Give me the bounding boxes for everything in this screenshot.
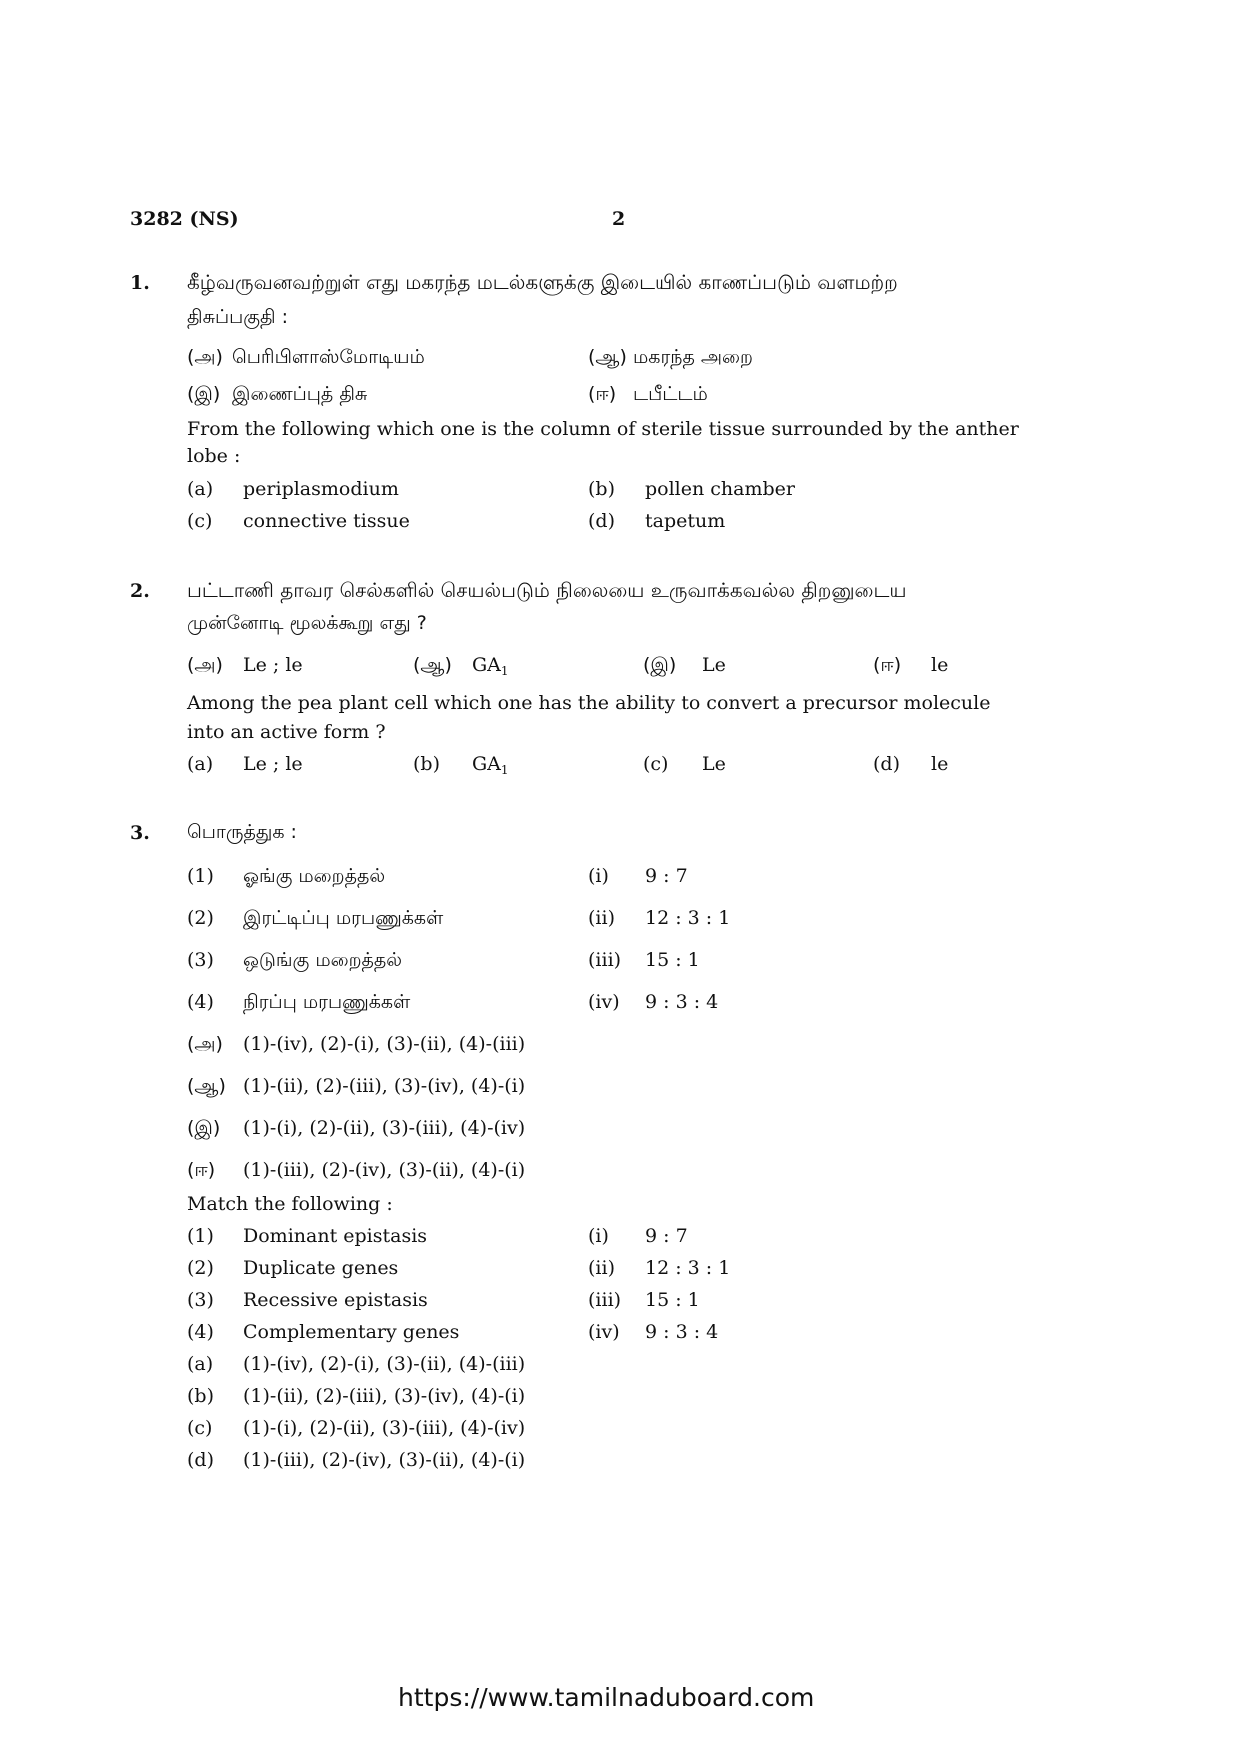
option-text: $GA_1$ [472, 753, 509, 777]
option-label: (அ) [187, 654, 223, 676]
option-text: pollen chamber [645, 478, 795, 500]
pair-number: (1) [187, 1225, 214, 1247]
option-text: (1)-(iv), (2)-(i), (3)-(ii), (4)-(iii) [243, 1033, 526, 1055]
pair-number: (3) [187, 1289, 214, 1311]
option-label: (c) [187, 1417, 213, 1439]
option-text: டபீட்டம் [633, 383, 708, 405]
pair-roman: (i) [588, 865, 609, 887]
pair-item: ஓங்கு மறைத்தல் [243, 865, 386, 887]
option-text: Le ; le [243, 753, 303, 775]
question-number: 1. [130, 272, 150, 294]
pair-ratio: 15 : 1 [645, 1289, 700, 1311]
option-label: (ஈ) [588, 383, 617, 405]
option-text: $GA_1$ [472, 654, 509, 678]
page-number: 2 [612, 208, 626, 230]
option-label: (ஆ) [187, 1075, 226, 1097]
option-label: (இ) [187, 1117, 221, 1139]
footer-url-link[interactable]: https://www.tamilnaduboard.com [398, 1683, 815, 1712]
pair-ratio: 15 : 1 [645, 949, 700, 971]
option-label: (அ) [187, 346, 223, 368]
question-text-english: From the following which one is the column of sterile tissue surrounded by the anther [187, 418, 1019, 440]
option-text: le [931, 654, 949, 676]
option-label: (d) [187, 1449, 214, 1471]
pair-item: Dominant epistasis [243, 1225, 428, 1247]
pair-roman: (iv) [588, 1321, 620, 1343]
option-label: (ஆ) [413, 654, 452, 676]
option-text: (1)-(iii), (2)-(iv), (3)-(ii), (4)-(i) [243, 1159, 526, 1181]
question-heading-english: Match the following : [187, 1193, 393, 1215]
option-text: மகரந்த அறை [633, 346, 753, 368]
option-text: (1)-(iii), (2)-(iv), (3)-(ii), (4)-(i) [243, 1449, 526, 1471]
question-number: 2. [130, 580, 150, 602]
option-text: le [931, 753, 949, 775]
pair-ratio: 12 : 3 : 1 [645, 1257, 731, 1279]
pair-ratio: 9 : 7 [645, 1225, 688, 1247]
pair-number: (2) [187, 907, 214, 929]
pair-ratio: 12 : 3 : 1 [645, 907, 731, 929]
option-text: tapetum [645, 510, 726, 532]
option-text: (1)-(ii), (2)-(iii), (3)-(iv), (4)-(i) [243, 1385, 526, 1407]
pair-roman: (i) [588, 1225, 609, 1247]
question-text-tamil: திசுப்பகுதி : [187, 306, 289, 328]
pair-roman: (iv) [588, 991, 620, 1013]
question-text-english: lobe : [187, 445, 241, 467]
option-text: பெரிபிளாஸ்மோடியம் [232, 346, 425, 368]
option-label: (அ) [187, 1033, 223, 1055]
option-text: Le [702, 654, 726, 676]
option-text: Le ; le [243, 654, 303, 676]
option-label: (c) [187, 510, 213, 532]
paper-code: 3282 (NS) [130, 208, 239, 230]
pair-item: Recessive epistasis [243, 1289, 428, 1311]
pair-number: (1) [187, 865, 214, 887]
option-text: periplasmodium [243, 478, 399, 500]
pair-roman: (ii) [588, 907, 615, 929]
option-label: (d) [873, 753, 900, 775]
pair-roman: (iii) [588, 949, 622, 971]
pair-number: (4) [187, 1321, 214, 1343]
option-label: (d) [588, 510, 615, 532]
option-text: (1)-(iv), (2)-(i), (3)-(ii), (4)-(iii) [243, 1353, 526, 1375]
option-label: (ஈ) [873, 654, 902, 676]
option-text: Le [702, 753, 726, 775]
option-label: (இ) [643, 654, 677, 676]
option-text: இணைப்புத் திசு [232, 383, 368, 405]
question-text-tamil: முன்னோடி மூலக்கூறு எது ? [187, 612, 427, 634]
pair-ratio: 9 : 3 : 4 [645, 1321, 719, 1343]
option-label: (a) [187, 1353, 214, 1375]
option-text: (1)-(ii), (2)-(iii), (3)-(iv), (4)-(i) [243, 1075, 526, 1097]
question-text-english: into an active form ? [187, 721, 386, 743]
pair-ratio: 9 : 3 : 4 [645, 991, 719, 1013]
option-label: (b) [413, 753, 440, 775]
question-heading-tamil: பொருத்துக : [187, 821, 297, 843]
option-label: (ஆ) [588, 346, 627, 368]
pair-item: Complementary genes [243, 1321, 460, 1343]
question-text-tamil: பட்டாணி தாவர செல்களில் செயல்படும் நிலையை உருவாக்கவல்ல திறனுடைய [187, 578, 907, 602]
option-label: (b) [588, 478, 615, 500]
option-label: (இ) [187, 383, 221, 405]
option-text: connective tissue [243, 510, 410, 532]
pair-roman: (iii) [588, 1289, 622, 1311]
option-label: (a) [187, 478, 214, 500]
option-text: (1)-(i), (2)-(ii), (3)-(iii), (4)-(iv) [243, 1417, 526, 1439]
pair-item: ஒடுங்கு மறைத்தல் [243, 949, 403, 971]
pair-ratio: 9 : 7 [645, 865, 688, 887]
option-label: (b) [187, 1385, 214, 1407]
question-number: 3. [130, 822, 150, 844]
pair-roman: (ii) [588, 1257, 615, 1279]
option-text: (1)-(i), (2)-(ii), (3)-(iii), (4)-(iv) [243, 1117, 526, 1139]
pair-number: (4) [187, 991, 214, 1013]
option-label: (a) [187, 753, 214, 775]
question-text-tamil: கீழ்வருவனவற்றுள் எது மகரந்த மடல்களுக்கு இடையில் காணப்படும் வளமற்ற [187, 270, 898, 294]
pair-item: Duplicate genes [243, 1257, 399, 1279]
pair-number: (3) [187, 949, 214, 971]
question-text-english: Among the pea plant cell which one has the ability to convert a precursor molecule [187, 692, 991, 714]
pair-item: நிரப்பு மரபணுக்கள் [243, 991, 411, 1013]
pair-number: (2) [187, 1257, 214, 1279]
option-label: (c) [643, 753, 669, 775]
pair-item: இரட்டிப்பு மரபணுக்கள் [243, 907, 444, 929]
option-label: (ஈ) [187, 1159, 216, 1181]
